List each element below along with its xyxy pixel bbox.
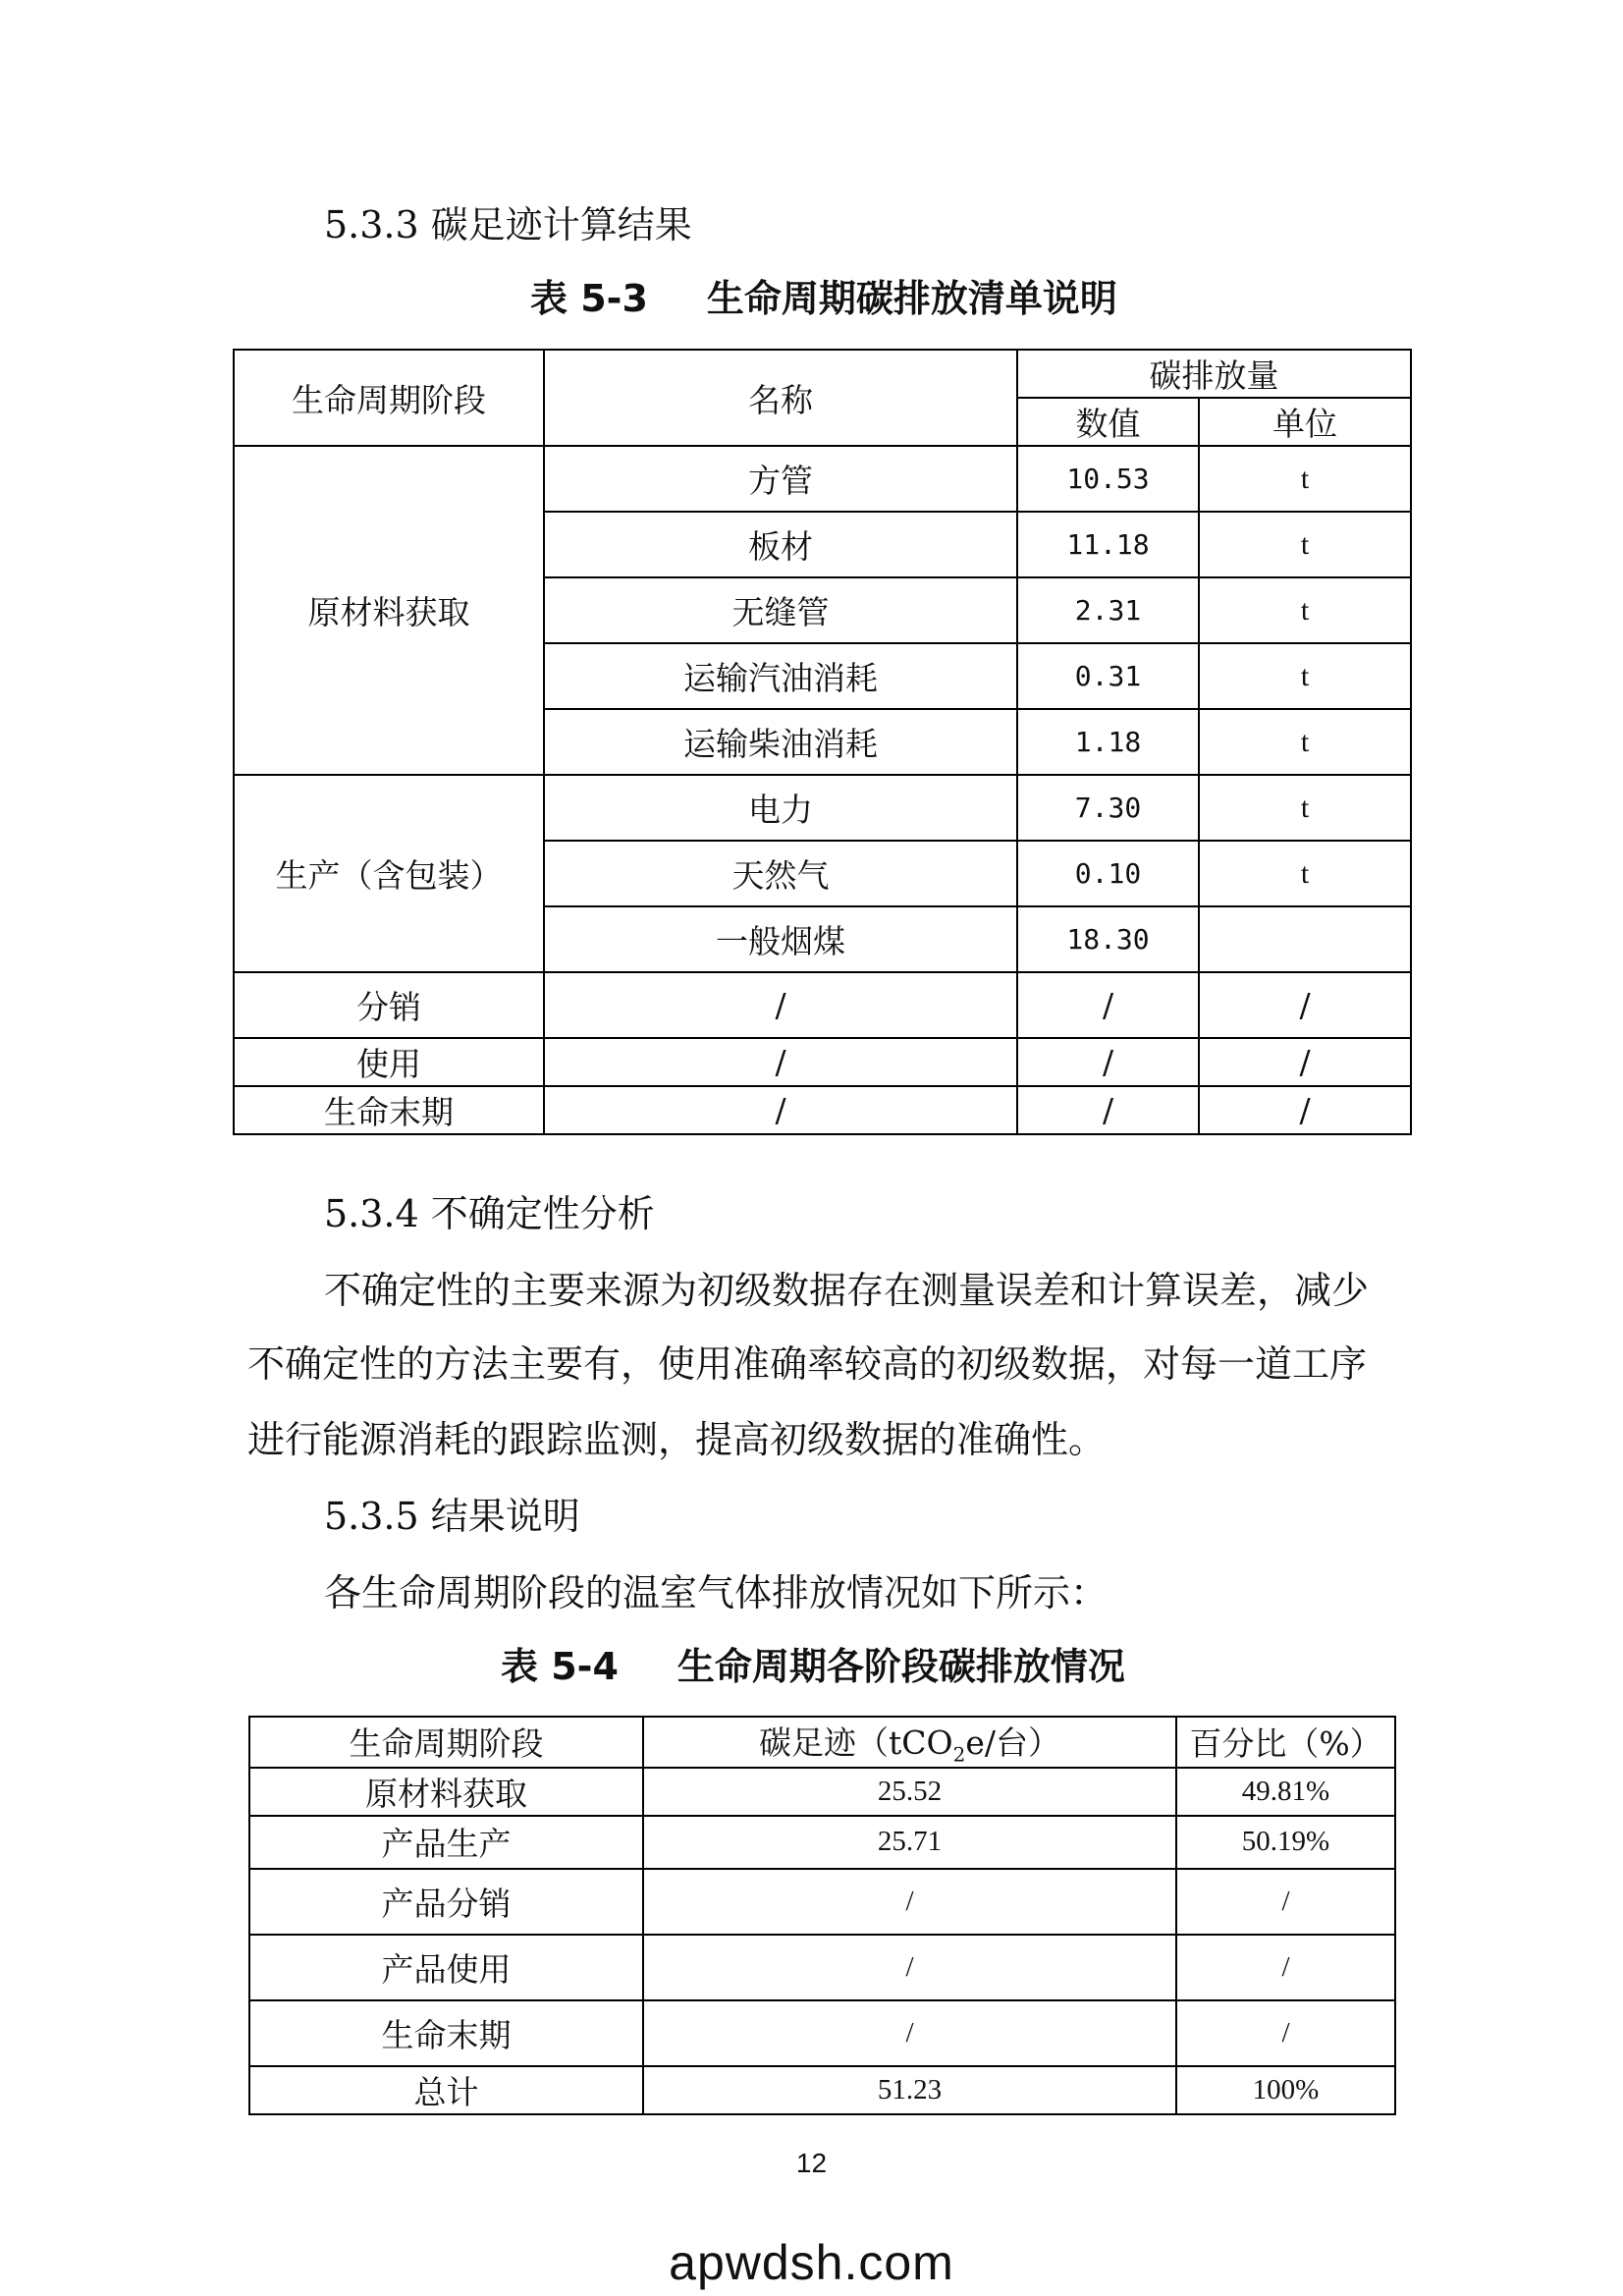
footprint-cell: / [643,1935,1176,2000]
value-cell: / [1017,972,1199,1038]
header-stage: 生命周期阶段 [249,1717,643,1768]
unit-cell: t [1199,709,1411,775]
stage-cell: 分销 [234,972,544,1038]
table-total-row [249,2066,1395,2114]
unit-cell: t [1199,643,1411,709]
table-row [249,1816,1395,1869]
value-cell: / [1017,1086,1199,1134]
table-5-3-title: 生命周期碳排放清单说明 [706,277,1117,320]
unit-cell: t [1199,512,1411,577]
name-cell: 无缝管 [544,577,1017,643]
percent-cell: / [1176,1935,1395,2000]
stage-cell: 产品使用 [249,1935,643,2000]
table-row [234,1086,1411,1134]
name-cell: 运输柴油消耗 [544,709,1017,775]
stage-cell: 产品生产 [249,1816,643,1869]
stage-cell: 生产（含包装） [234,775,544,972]
footprint-cell: 51.23 [643,2066,1176,2114]
stage-cell: 原材料获取 [249,1768,643,1816]
percent-cell: 49.81% [1176,1768,1395,1816]
name-cell: 一般烟煤 [544,906,1017,972]
uncertainty-line-2: 不确定性的方法主要有，使用准确率较高的初级数据，对每一道工序 [247,1342,1368,1386]
header-footprint: 碳足迹（tCO$_2$e/台） [643,1717,1176,1768]
name-cell: / [544,1038,1017,1086]
value-cell: 2.31 [1017,577,1199,643]
footprint-cell: 25.71 [643,1816,1176,1869]
table-row [249,1768,1395,1816]
percent-cell: 100% [1176,2066,1395,2114]
stage-cell: 总计 [249,2066,643,2114]
header-percent: 百分比（%） [1176,1717,1395,1768]
name-cell: / [544,972,1017,1038]
table-row [234,972,1411,1038]
table-5-4-caption [501,1643,1125,1690]
unit-cell: / [1199,972,1411,1038]
unit-cell: t [1199,775,1411,841]
percent-cell: / [1176,1869,1395,1935]
section-533-title: 5.3.3 碳足迹计算结果 [324,203,692,246]
table-5-3-caption [530,275,1117,322]
header-emission: 碳排放量 [1017,350,1411,398]
stage-cell: 原材料获取 [234,446,544,775]
table-row [249,1935,1395,2000]
table-row [234,446,1411,512]
value-cell: / [1017,1038,1199,1086]
unit-cell [1199,906,1411,972]
uncertainty-line-3: 进行能源消耗的跟踪监测，提高初级数据的准确性。 [247,1418,1107,1461]
stage-cell: 生命末期 [249,2000,643,2066]
stage-cell: 使用 [234,1038,544,1086]
stage-emissions-table [248,1716,1396,2115]
watermark: apwdsh.com [669,2235,954,2290]
unit-cell: t [1199,841,1411,906]
footprint-cell: / [643,2000,1176,2066]
name-cell: 电力 [544,775,1017,841]
section-534-title: 5.3.4 不确定性分析 [324,1192,655,1235]
value-cell: 18.30 [1017,906,1199,972]
table-5-4-number: 表 5-4 [501,1645,619,1688]
stage-cell: 生命末期 [234,1086,544,1134]
section-535-title: 5.3.5 结果说明 [324,1495,580,1538]
name-cell: 运输汽油消耗 [544,643,1017,709]
results-intro: 各生命周期阶段的温室气体排放情况如下所示： [324,1571,1109,1614]
uncertainty-line-1: 不确定性的主要来源为初级数据存在测量误差和计算误差，减少 [324,1269,1370,1312]
value-cell: 0.31 [1017,643,1199,709]
value-cell: 10.53 [1017,446,1199,512]
emission-inventory-table [233,349,1412,1135]
percent-cell: 50.19% [1176,1816,1395,1869]
percent-cell: / [1176,2000,1395,2066]
table-row [249,1869,1395,1935]
header-unit: 单位 [1199,398,1411,446]
unit-cell: t [1199,446,1411,512]
stage-cell: 产品分销 [249,1869,643,1935]
value-cell: 7.30 [1017,775,1199,841]
table-row [249,2000,1395,2066]
footprint-cell: / [643,1869,1176,1935]
table-5-3-number: 表 5-3 [530,277,648,320]
table-5-4-title: 生命周期各阶段碳排放情况 [676,1645,1125,1688]
unit-cell: t [1199,577,1411,643]
table-row [234,775,1411,841]
footprint-cell: 25.52 [643,1768,1176,1816]
header-name: 名称 [544,350,1017,446]
name-cell: / [544,1086,1017,1134]
header-value: 数值 [1017,398,1199,446]
value-cell: 0.10 [1017,841,1199,906]
table-row [234,1038,1411,1086]
table-header-row [234,350,1411,398]
name-cell: 方管 [544,446,1017,512]
unit-cell: / [1199,1038,1411,1086]
value-cell: 1.18 [1017,709,1199,775]
value-cell: 11.18 [1017,512,1199,577]
table-header-row [249,1717,1395,1768]
page-number: 12 [795,2148,828,2178]
name-cell: 板材 [544,512,1017,577]
name-cell: 天然气 [544,841,1017,906]
unit-cell: / [1199,1086,1411,1134]
header-stage: 生命周期阶段 [234,350,544,446]
